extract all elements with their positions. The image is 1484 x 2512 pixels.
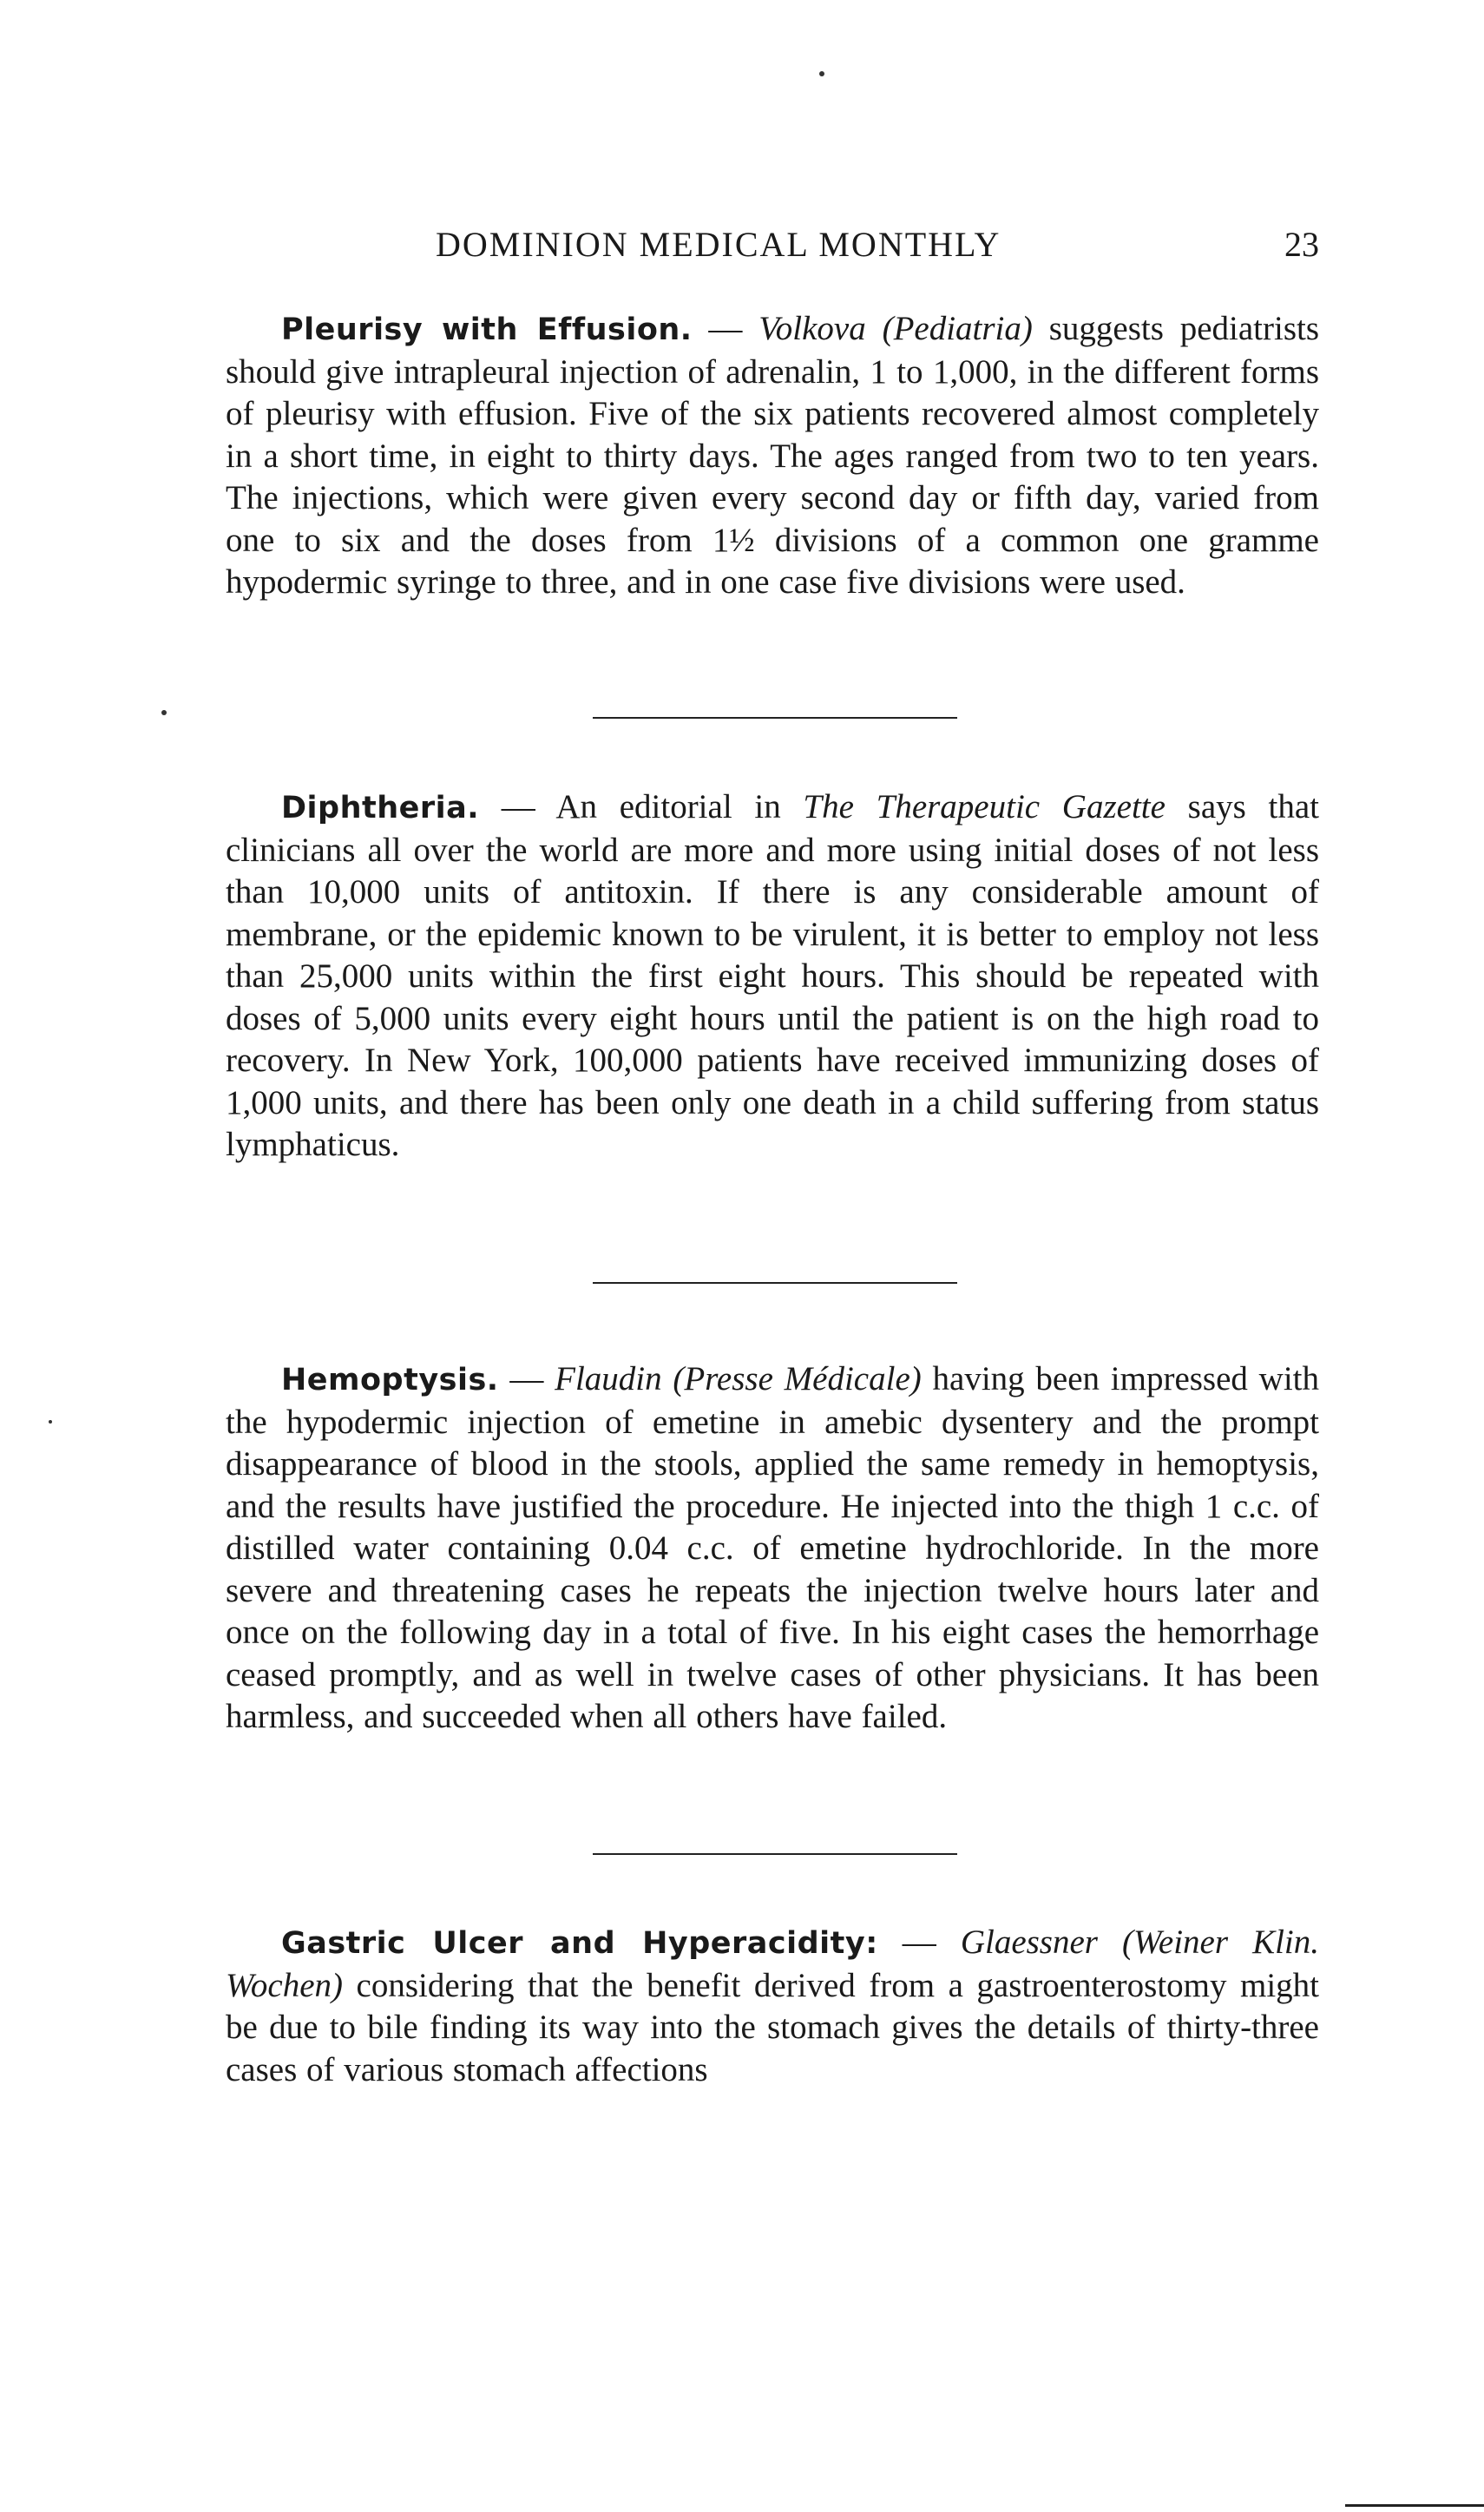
article-pleurisy — [226, 308, 1319, 604]
running-head — [226, 224, 1319, 273]
article-heading: Pleurisy with Effusion. — [281, 312, 693, 347]
section-divider — [593, 717, 957, 719]
article-source: The Therapeutic Gazette — [803, 788, 1166, 825]
article-heading: Gastric Ulcer and Hyperacidity: — [281, 1926, 878, 1961]
article-body: suggests pediatrists should give intrapleural injection of adrenalin, 1 to 1,000, in the different forms of pleurisy with effusion. Five of the six patients recovered almost completely in a short time, in eight to thirty days. The ages ranged from two to ten years. The injections, which were given every second day or fifth day, varied from one to six and the doses from 1½ divisions of a common one gramme hypodermic syringe to three, and in one case five divisions were used. — [226, 310, 1320, 601]
scan-speck — [819, 71, 824, 76]
scan-speck — [49, 1420, 52, 1424]
section-divider — [593, 1853, 957, 1855]
article-paragraph — [226, 308, 1319, 604]
heading-dash: — — [692, 310, 759, 347]
heading-dash: — — [498, 1360, 555, 1397]
article-body: considering that the benefit derived from a gastroenterostomy might be due to bile finding its way into the stomach gives the details of thirty-three cases of various stomach affections — [226, 1966, 1319, 2088]
article-heading: Hemoptysis. — [281, 1363, 499, 1397]
scan-speck — [161, 710, 167, 715]
article-paragraph — [226, 1922, 1319, 2091]
article-source: (Pediatria) — [882, 310, 1033, 347]
section-divider — [593, 1282, 957, 1284]
article-source: (Presse Médicale) — [673, 1360, 922, 1397]
page-edge-mark — [1345, 2504, 1484, 2507]
article-author: Flaudin — [555, 1360, 662, 1397]
article-author: Volkova — [758, 310, 866, 347]
heading-dash: — — [877, 1923, 961, 1961]
article-diphtheria — [226, 786, 1319, 1167]
journal-title: DOMINION MEDICAL MONTHLY — [436, 225, 1001, 264]
article-intro: An editorial in — [555, 788, 804, 825]
article-gastric-ulcer — [226, 1922, 1319, 2091]
article-source: (Weiner Klin. Wochen) — [226, 1923, 1320, 2004]
article-hemoptysis — [226, 1358, 1319, 1739]
article-body: having been impressed with the hypodermic injection of emetine in amebic dysentery and the prompt disappearance of blood in the stools, applied the same remedy in hemoptysis, and the results have justified the procedure. He injected into the thigh 1 c.c. of distilled water containing 0.04 c.c. of emetine hydrochloride. In the more severe and threatening cases he repeats the injection twelve hours later and once on the following day in a total of five. In his eight cases the hemorrhage ceased promptly, and as well in twelve cases of other physicians. It has been harmless, and succeeded when all others have failed. — [226, 1360, 1320, 1735]
article-heading: Diphtheria. — [281, 791, 480, 825]
page-number: 23 — [1284, 225, 1319, 264]
article-paragraph — [226, 1358, 1319, 1739]
article-body: says that clinicians all over the world are more and more using initial doses of not less than 10,000 units of antitoxin. If there is any considerable amount of membrane, or the epidemic known to be virulent, it is better to employ not less than 25,000 units within the first eight hours. This should be repeated with doses of 5,000 units every eight hours until the patient is on the high road to recovery. In New York, 100,000 patients have received immunizing doses of 1,000 units, and there has been only one death in a child suffering from status lymphaticus. — [226, 788, 1319, 1163]
article-paragraph — [226, 786, 1319, 1167]
heading-dash: — — [479, 788, 556, 825]
article-author: Glaessner — [960, 1923, 1098, 1961]
